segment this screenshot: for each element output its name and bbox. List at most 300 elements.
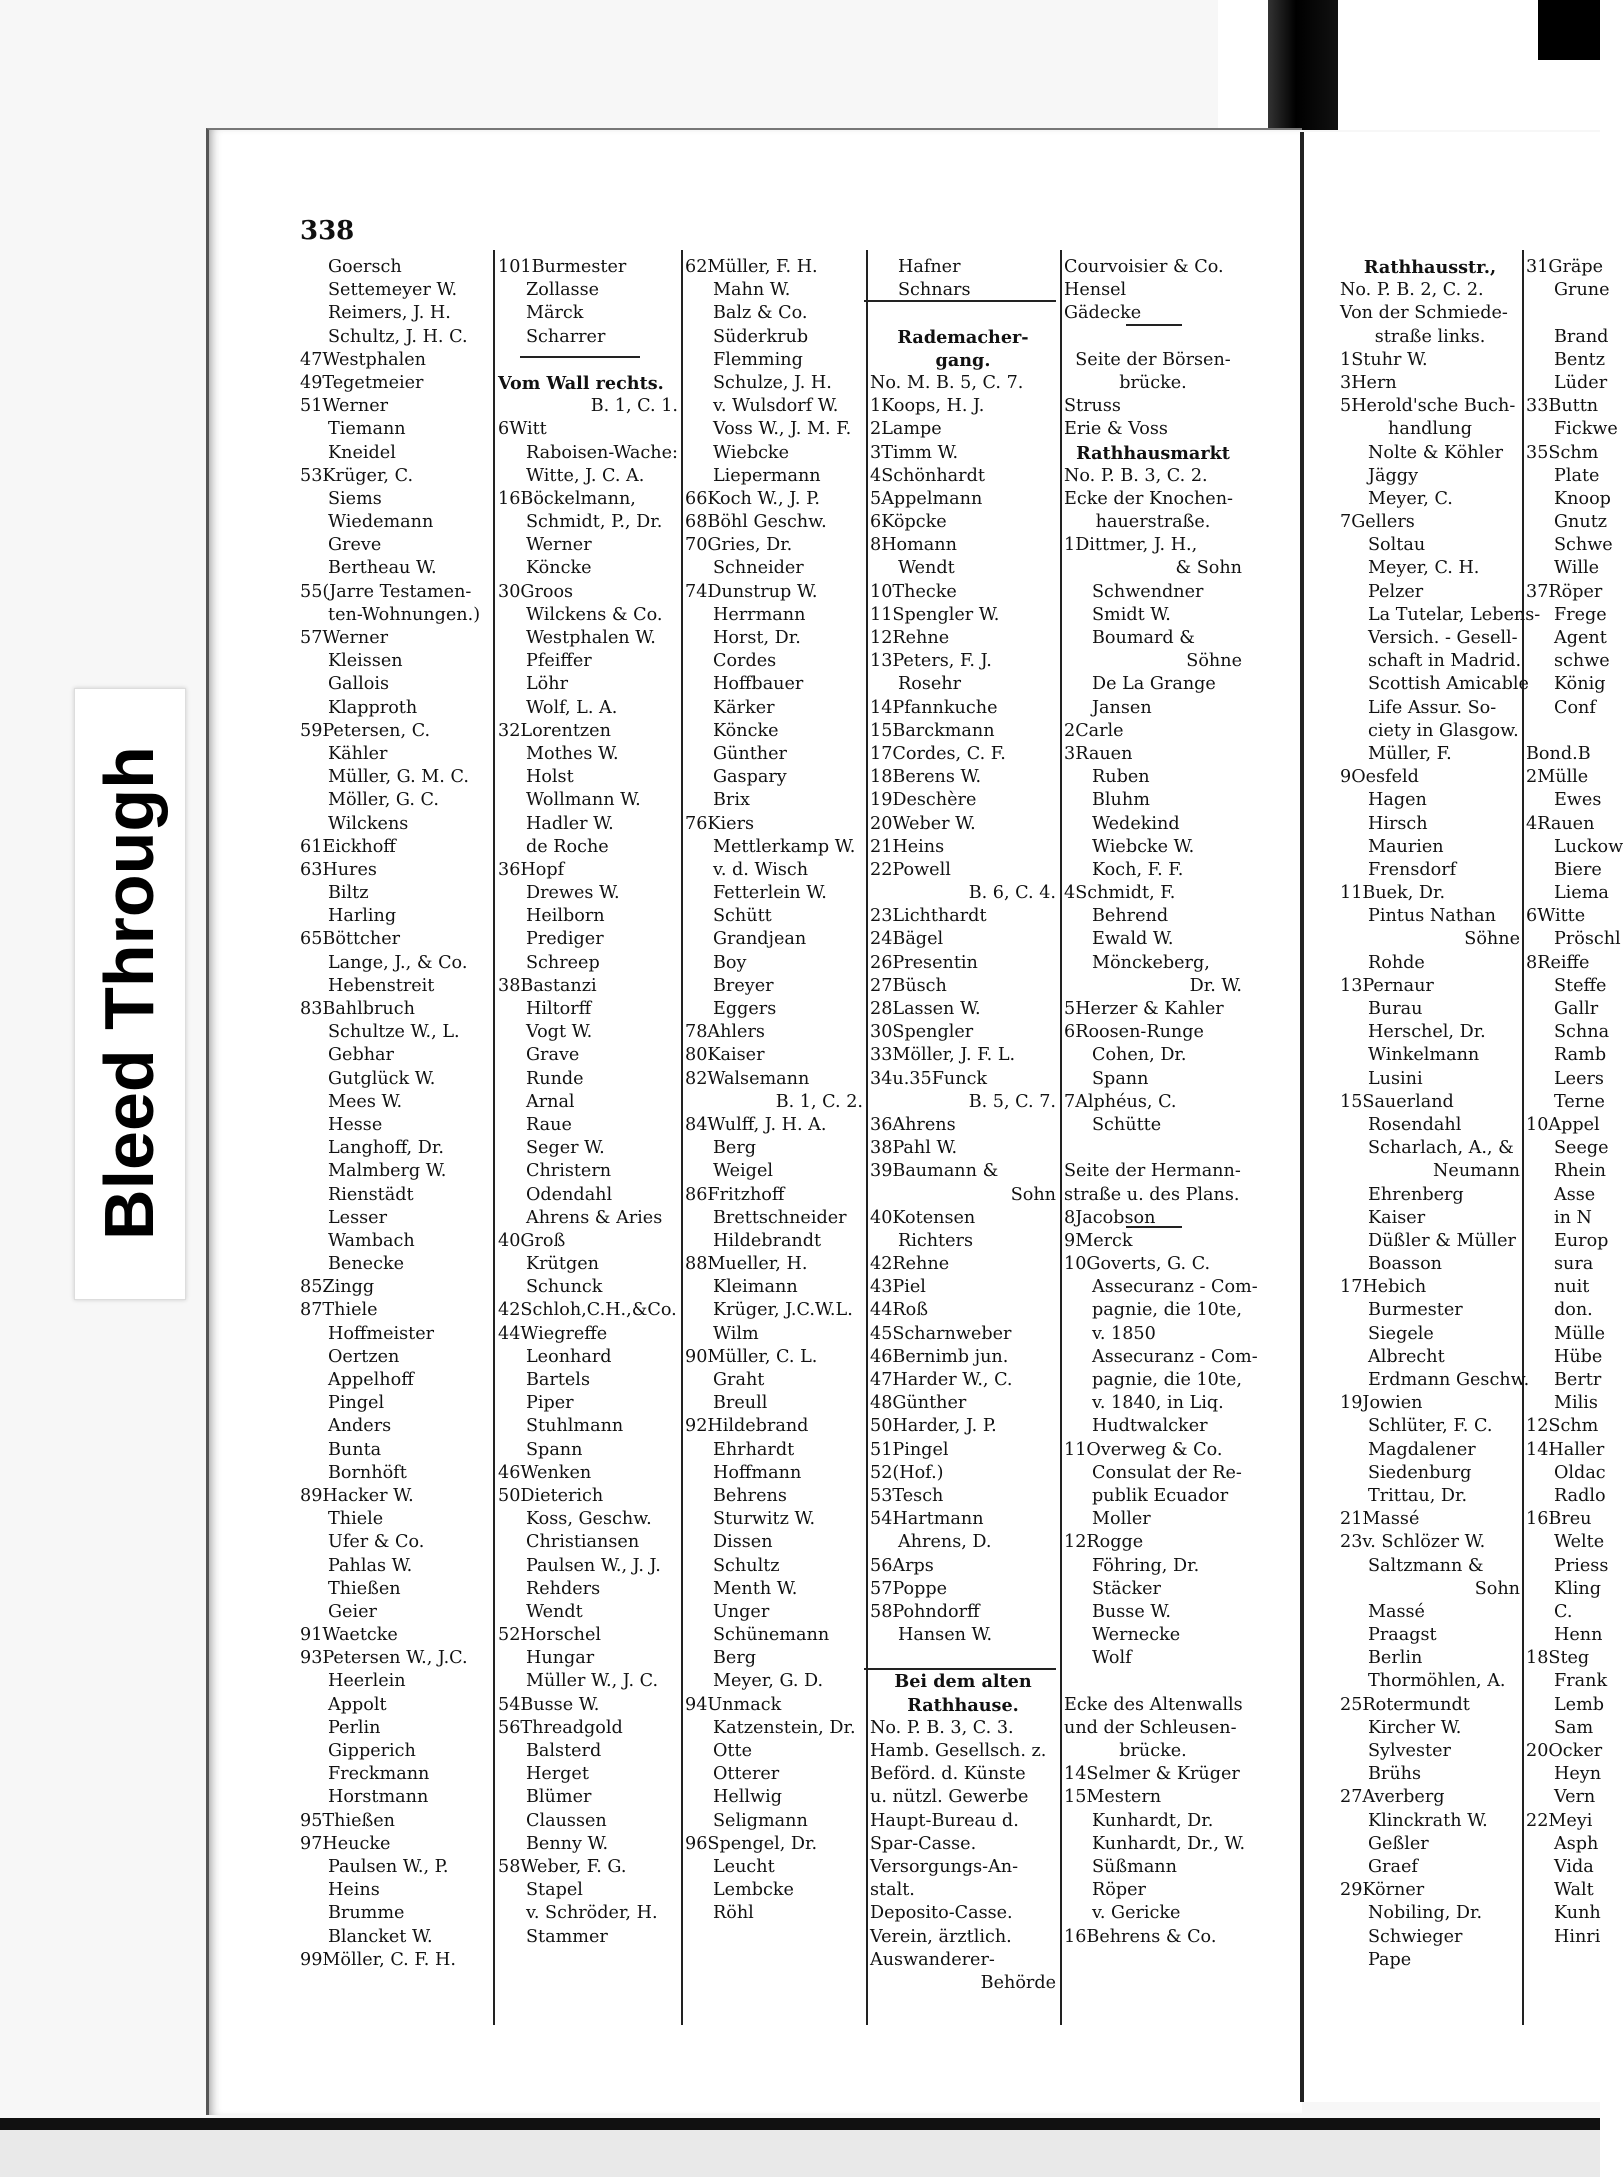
directory-entry: Leucht [713, 1856, 775, 1877]
directory-entry: Ewald W. [1092, 929, 1174, 950]
directory-entry: Heerlein [328, 1671, 406, 1692]
directory-entry: Greve [328, 535, 382, 556]
directory-entry: 49Tegetmeier [300, 372, 424, 393]
directory-entry: Kling [1554, 1578, 1601, 1599]
directory-entry: 1Koops, H. J. [870, 396, 985, 417]
directory-entry: schaft in Madrid. [1368, 651, 1522, 672]
directory-entry: Geßler [1368, 1833, 1429, 1854]
section-heading: Bei dem alten [894, 1671, 1032, 1693]
directory-entry: Schnars [898, 280, 971, 301]
directory-entry: Hoffbauer [713, 674, 804, 695]
directory-entry: Raboisen-Wache: [526, 442, 678, 463]
directory-entry: 23v. Schlözer W. [1340, 1532, 1486, 1553]
directory-entry: 47Harder W., C. [870, 1370, 1013, 1390]
directory-entry: Kähler [328, 743, 388, 764]
directory-entry: Rehders [526, 1578, 601, 1599]
directory-entry: Brühs [1368, 1764, 1422, 1785]
directory-entry: 4Rauen [1526, 813, 1595, 834]
directory-entry: Thießen [328, 1578, 401, 1599]
directory-entry: 20Ocker [1526, 1741, 1603, 1761]
scan-bottom-border [0, 2118, 1600, 2130]
directory-entry: stalt. [870, 1880, 915, 1901]
directory-entry: 6Witt [498, 419, 547, 440]
directory-entry: Drewes W. [526, 883, 620, 904]
directory-entry: Sylvester [1368, 1741, 1451, 1761]
directory-entry: 27Büsch [870, 975, 947, 996]
directory-entry: 2Mülle [1526, 767, 1589, 788]
directory-entry: Meyer, C. [1368, 488, 1453, 509]
book-spine-shadow [1268, 0, 1338, 130]
directory-entry: 95Thießen [300, 1810, 395, 1831]
column-divider [493, 250, 495, 2025]
directory-entry: 16Böckelmann, [498, 488, 636, 509]
directory-entry: schwe [1554, 651, 1610, 672]
directory-entry: Raue [526, 1114, 572, 1135]
directory-entry: Wedekind [1092, 813, 1180, 834]
directory-entry: Kircher W. [1368, 1717, 1462, 1738]
directory-entry: in N [1554, 1207, 1592, 1228]
directory-entry: Stammer [526, 1926, 608, 1947]
directory-entry: Möller, G. C. [328, 790, 439, 811]
directory-entry: Kleimann [713, 1277, 798, 1298]
directory-entry: 3Rauen [1064, 743, 1133, 764]
directory-entry: No. P. B. 3, C. 3. [870, 1717, 1014, 1738]
directory-entry: Europ [1554, 1230, 1609, 1251]
directory-entry: 35Schm [1526, 442, 1599, 463]
directory-column-1 [300, 256, 490, 1972]
directory-entry: Koch, F. F. [1092, 859, 1184, 880]
directory-entry: Courvoisier & Co. [1064, 257, 1224, 277]
directory-entry: Pintus Nathan [1368, 906, 1496, 927]
directory-entry: Bluhm [1092, 790, 1150, 811]
directory-entry: 91Waetcke [300, 1625, 398, 1646]
directory-entry: 12Schm [1526, 1416, 1599, 1437]
directory-entry: Knoop [1554, 488, 1611, 509]
directory-entry: Günther [713, 743, 787, 764]
directory-entry: Kunhardt, Dr., W. [1092, 1833, 1246, 1854]
directory-entry: 61Eickhoff [300, 836, 396, 857]
directory-entry: Heyn [1554, 1764, 1602, 1785]
directory-entry: 58Pohndorff [870, 1601, 980, 1622]
directory-entry: Siedenburg [1368, 1462, 1472, 1483]
directory-entry: Hoffmann [713, 1462, 802, 1483]
directory-entry: 44Roß [870, 1300, 928, 1321]
directory-entry: Grune [1554, 280, 1610, 301]
directory-entry: 76Kiers [685, 813, 755, 834]
directory-column-6 [1340, 256, 1541, 1972]
directory-entry: Hildebrandt [713, 1230, 822, 1251]
directory-entry: 8Jacobson [1064, 1207, 1156, 1228]
directory-entry: Stuhlmann [526, 1416, 624, 1437]
directory-entry: Kunh [1554, 1903, 1601, 1924]
directory-entry: Wolf [1092, 1648, 1132, 1669]
directory-entry: 42Schloh,C.H.,&Co. [498, 1300, 677, 1321]
directory-entry: Müller W., J. C. [526, 1671, 659, 1692]
directory-entry [1526, 720, 1600, 743]
directory-entry: 17Hebich [1340, 1277, 1427, 1298]
directory-entry: Vern [1554, 1787, 1596, 1808]
directory-entry: Hoffmeister [328, 1323, 435, 1344]
directory-entry: 57Poppe [870, 1578, 948, 1599]
directory-entry: Vida [1554, 1856, 1594, 1877]
directory-column-3 [685, 256, 863, 1926]
directory-entry: Cordes [713, 651, 777, 672]
directory-entry: 80Kaiser [685, 1045, 765, 1066]
directory-entry: Schütte [1092, 1114, 1162, 1135]
directory-entry: Klinckrath W. [1368, 1810, 1488, 1831]
directory-entry: 22Powell [870, 859, 951, 880]
directory-entry: Brumme [328, 1903, 405, 1924]
directory-entry: Süderkrub [713, 326, 809, 347]
directory-entry: 44Wiegreffe [498, 1323, 608, 1344]
directory-entry: 101Burmester [498, 257, 627, 277]
section-heading: Rathhause. [907, 1694, 1019, 1716]
directory-entry: Piper [526, 1393, 574, 1414]
directory-entry: Rosendahl [1368, 1114, 1462, 1135]
directory-entry: Söhne [1464, 929, 1520, 950]
directory-entry: Balz & Co. [713, 303, 808, 324]
directory-entry: 37Röper [1526, 581, 1603, 602]
directory-entry: Röhl [713, 1903, 754, 1924]
directory-entry: Rohde [1368, 952, 1425, 973]
directory-entry: Auswanderer- [870, 1949, 995, 1970]
directory-entry: No. M. B. 5, C. 7. [870, 372, 1024, 393]
directory-entry: 40Kotensen [870, 1207, 976, 1228]
directory-entry: 55(Jarre Testamen- [300, 581, 472, 602]
directory-entry: Föhring, Dr. [1092, 1555, 1200, 1576]
directory-entry: Menth W. [713, 1578, 798, 1599]
directory-entry: Hamb. Gesellsch. z. [870, 1741, 1047, 1761]
directory-entry: Schultz, J. H. C. [328, 326, 468, 347]
directory-entry: Hinri [1554, 1926, 1601, 1947]
directory-entry: Biltz [328, 883, 369, 904]
directory-entry: Versich. - Gesell- [1368, 628, 1518, 648]
directory-entry: v. 1850 [1092, 1323, 1156, 1344]
directory-entry: Burmester [1368, 1300, 1463, 1321]
directory-entry: Arnal [526, 1091, 575, 1112]
directory-entry: Blümer [526, 1787, 592, 1808]
directory-entry: 6Köpcke [870, 512, 947, 533]
directory-entry: u. nützl. Gewerbe [870, 1787, 1029, 1808]
directory-entry: Grave [526, 1045, 580, 1066]
directory-entry: Oldac [1554, 1462, 1606, 1483]
directory-entry: 62Müller, F. H. [685, 257, 818, 277]
directory-entry: Bond.B [1526, 743, 1591, 764]
directory-entry: Saltzmann & [1368, 1555, 1484, 1576]
directory-entry: Schultz [713, 1555, 780, 1576]
directory-entry: 24Bägel [870, 929, 944, 950]
directory-entry: sura [1554, 1254, 1594, 1275]
directory-entry: Schunck [526, 1277, 603, 1298]
directory-entry: Witte, J. C. A. [526, 465, 645, 486]
directory-entry: Maurien [1368, 836, 1444, 857]
directory-entry: Priess [1554, 1555, 1609, 1576]
directory-entry: 86Fritzhoff [685, 1184, 785, 1205]
section-heading: Rathhausmarkt [1076, 442, 1230, 464]
directory-entry: B. 1, C. 2. [775, 1091, 863, 1112]
directory-entry: Wilm [713, 1323, 759, 1344]
directory-entry: Zollasse [526, 280, 600, 301]
directory-entry: Spann [1092, 1068, 1149, 1089]
directory-entry: Christern [526, 1161, 612, 1182]
directory-entry: 17Cordes, C. F. [870, 743, 1006, 764]
directory-entry: Gipperich [328, 1741, 416, 1761]
directory-entry: Seite der Hermann- [1064, 1161, 1241, 1182]
directory-entry: 10Goverts, G. C. [1064, 1254, 1211, 1275]
directory-entry: 16Breu [1526, 1509, 1592, 1530]
directory-entry: 7Alphéus, C. [1064, 1091, 1177, 1112]
directory-entry: 50Dieterich [498, 1485, 604, 1506]
section-heading: Vom Wall rechts. [498, 372, 664, 394]
directory-entry: Sohn [1474, 1578, 1520, 1599]
directory-entry: Schultze W., L. [328, 1022, 460, 1043]
directory-entry: Schwendner [1092, 581, 1204, 602]
directory-entry: Gallois [328, 674, 390, 695]
directory-entry: Herrmann [713, 604, 806, 625]
directory-entry: Müller, G. M. C. [328, 767, 469, 788]
directory-entry: Plate [1554, 465, 1600, 486]
directory-entry: Blancket W. [328, 1926, 433, 1947]
directory-entry: Perlin [328, 1717, 381, 1738]
directory-entry: 14Haller [1526, 1439, 1605, 1460]
directory-entry: 97Heucke [300, 1833, 391, 1854]
directory-entry: Neumann [1433, 1161, 1520, 1182]
directory-entry: Stäcker [1092, 1578, 1161, 1599]
directory-entry: Sam [1554, 1717, 1594, 1738]
directory-entry: Heilborn [526, 906, 605, 927]
directory-entry: 5Appelmann [870, 488, 983, 509]
directory-entry: Unger [713, 1601, 770, 1622]
directory-entry: Stapel [526, 1880, 583, 1901]
directory-entry: Liepermann [713, 465, 821, 486]
directory-entry: Struss [1064, 396, 1121, 417]
directory-entry: Voss W., J. M. F. [713, 419, 852, 440]
directory-entry: 53Krüger, C. [300, 465, 414, 486]
directory-entry: Bertr [1554, 1370, 1602, 1390]
directory-entry: 59Petersen, C. [300, 720, 431, 741]
directory-entry: B. 1, C. 1. [590, 396, 678, 417]
directory-entry: Ewes [1554, 790, 1602, 811]
directory-entry: Kaiser [1368, 1207, 1426, 1228]
directory-entry: La Tutelar, Lebens- [1368, 604, 1541, 625]
directory-entry: Kneidel [328, 442, 396, 463]
directory-entry: Frensdorf [1368, 859, 1457, 880]
directory-entry: Wilckens [328, 813, 409, 834]
directory-entry: 7Gellers [1340, 512, 1415, 533]
directory-entry: Pelzer [1368, 581, 1424, 602]
directory-entry: Köncke [713, 720, 779, 741]
directory-entry: Behrens [713, 1485, 787, 1506]
directory-entry: Hebenstreit [328, 975, 435, 996]
directory-entry: Dissen [713, 1532, 773, 1553]
directory-entry: Rienstädt [328, 1184, 414, 1205]
directory-entry: ten-Wohnungen.) [328, 604, 481, 625]
directory-entry: 23Lichthardt [870, 906, 987, 927]
directory-entry: Settemeyer W. [328, 280, 458, 301]
directory-entry: Mahn W. [713, 280, 791, 301]
directory-entry: Albrecht [1368, 1346, 1445, 1367]
directory-entry: 29Körner [1340, 1880, 1425, 1901]
directory-entry: Rosehr [898, 674, 962, 695]
directory-entry: 42Rehne [870, 1254, 950, 1275]
directory-entry: Leers [1554, 1068, 1604, 1089]
directory-entry: Boasson [1368, 1254, 1442, 1275]
directory-entry: 83Bahlbruch [300, 999, 415, 1019]
directory-entry: Ahrens & Aries [526, 1207, 663, 1228]
directory-entry: Schreep [526, 952, 600, 973]
directory-entry: 51Pingel [870, 1439, 949, 1460]
directory-entry: Berlin [1368, 1648, 1423, 1669]
directory-entry: C. [1554, 1601, 1573, 1622]
directory-entry: 47Westphalen [300, 349, 426, 370]
directory-entry: Conf [1554, 697, 1596, 718]
directory-entry: No. P. B. 2, C. 2. [1340, 280, 1484, 301]
directory-column-5 [1064, 256, 1258, 1949]
directory-entry: 15Mestern [1064, 1787, 1162, 1808]
directory-entry: Meyer, G. D. [713, 1671, 824, 1692]
directory-entry: Berg [713, 1138, 757, 1159]
directory-entry: Steffe [1554, 975, 1607, 996]
directory-entry: 78Ahlers [685, 1022, 765, 1043]
directory-entry: Siems [328, 488, 382, 509]
directory-entry: Gebhar [328, 1045, 394, 1066]
bleed-through-label: Bleed Through [90, 746, 168, 1240]
directory-entry: Holst [526, 767, 574, 788]
column-divider [1522, 250, 1524, 2025]
directory-entry: 92Hildebrand [685, 1416, 809, 1437]
directory-entry: Pröschl [1554, 929, 1621, 950]
directory-entry: 4Schönhardt [870, 465, 985, 486]
directory-entry: Runde [526, 1068, 584, 1089]
directory-entry: 38Bastanzi [498, 975, 597, 996]
directory-entry: Düßler & Müller [1368, 1230, 1516, 1251]
directory-entry: Anders [328, 1416, 392, 1437]
directory-entry: 3Timm W. [870, 442, 959, 463]
directory-entry: Odendahl [526, 1184, 613, 1205]
directory-entry: Mettlerkamp W. [713, 836, 856, 857]
directory-entry: Scharrer [526, 326, 606, 347]
directory-entry: Verein, ärztlich. [870, 1926, 1012, 1947]
directory-entry: 3Hern [1340, 372, 1397, 393]
directory-entry: Ahrens, D. [898, 1532, 992, 1553]
directory-entry: Flemming [713, 349, 803, 370]
directory-entry [870, 1647, 1056, 1670]
directory-entry: Malmberg W. [328, 1161, 447, 1182]
directory-entry: 27Averberg [1340, 1787, 1445, 1808]
column-divider [681, 250, 683, 2025]
directory-entry [1064, 1137, 1242, 1160]
directory-entry: 2Carle [1064, 720, 1124, 741]
column-divider [866, 250, 868, 2025]
directory-entry: 14Selmer & Krüger [1064, 1764, 1240, 1785]
directory-entry: Burau [1368, 999, 1423, 1019]
directory-entry: Hesse [328, 1114, 383, 1135]
directory-entry: 15Barckmann [870, 720, 995, 741]
directory-entry: Smidt W. [1092, 604, 1171, 625]
directory-entry: Brix [713, 790, 750, 811]
directory-entry: 94Unmack [685, 1694, 782, 1715]
directory-entry: Cohen, Dr. [1092, 1045, 1187, 1066]
directory-entry: Wiebcke W. [1092, 836, 1195, 857]
directory-entry: Hadler W. [526, 813, 614, 834]
directory-entry: Milis [1554, 1393, 1598, 1414]
section-heading: gang. [935, 349, 991, 371]
directory-entry: Breull [713, 1393, 768, 1414]
directory-entry: Von der Schmiede- [1340, 303, 1508, 324]
directory-entry: 12Rehne [870, 628, 950, 648]
directory-entry: Hensel [1064, 280, 1127, 301]
directory-entry: Otte [713, 1741, 752, 1761]
directory-entry: Ufer & Co. [328, 1532, 425, 1553]
directory-entry: Brand [1554, 326, 1609, 347]
directory-entry: 36Hopf [498, 859, 565, 880]
directory-entry: Tiemann [328, 419, 406, 440]
directory-entry: 14Pfannkuche [870, 697, 998, 718]
directory-entry: Sturwitz W. [713, 1509, 816, 1530]
page-number: 338 [300, 216, 355, 246]
directory-entry: Seligmann [713, 1810, 808, 1831]
directory-entry: 10Thecke [870, 581, 957, 602]
directory-entry: 11Buek, Dr. [1340, 883, 1446, 904]
directory-entry: Life Assur. So- [1368, 697, 1497, 718]
directory-entry: Erdmann Geschw. [1368, 1370, 1530, 1390]
directory-entry: v. d. Wisch [713, 859, 809, 880]
directory-entry: 33Buttn [1526, 396, 1599, 417]
directory-entry: Werner [526, 535, 592, 556]
directory-entry: Bunta [328, 1439, 382, 1460]
directory-entry: 96Spengel, Dr. [685, 1833, 818, 1854]
directory-entry: Lembcke [713, 1880, 794, 1901]
directory-entry: 11Spengler W. [870, 604, 1000, 625]
directory-entry: No. P. B. 3, C. 2. [1064, 465, 1208, 486]
directory-entry: Massé [1368, 1601, 1425, 1622]
directory-entry: 54Busse W. [498, 1694, 600, 1715]
directory-entry: Appelhoff [328, 1370, 414, 1390]
directory-entry: 13Peters, F. J. [870, 651, 992, 672]
directory-entry: 32Lorentzen [498, 720, 611, 741]
directory-entry: hauerstraße. [1095, 512, 1211, 533]
directory-entry: Asph [1554, 1833, 1599, 1854]
directory-entry: Röper [1092, 1880, 1146, 1901]
directory-entry: 54Hartmann [870, 1509, 984, 1530]
directory-entry: Assecuranz - Com- [1092, 1346, 1258, 1367]
directory-entry: Berg [713, 1648, 757, 1669]
directory-entry: 4Schmidt, F. [1064, 883, 1176, 904]
directory-entry: Schwieger [1368, 1926, 1463, 1947]
directory-column-4 [870, 256, 1056, 1995]
directory-entry: 5Herold'sche Buch- [1340, 396, 1516, 417]
directory-entry: 18Steg [1526, 1648, 1590, 1669]
directory-entry: Winkelmann [1368, 1045, 1480, 1066]
directory-entry: Wendt [526, 1601, 583, 1622]
directory-entry: Lange, J., & Co. [328, 952, 468, 973]
directory-entry: Benny W. [526, 1833, 609, 1854]
directory-entry: Liema [1554, 883, 1609, 904]
directory-entry: Grandjean [713, 929, 807, 950]
directory-entry: v. 1840, in Liq. [1092, 1393, 1224, 1414]
directory-entry: Thiele [328, 1509, 384, 1530]
directory-entry: 15Sauerland [1340, 1091, 1454, 1112]
directory-entry: Spar-Casse. [870, 1833, 977, 1854]
directory-entry: Märck [526, 303, 584, 324]
directory-entry: 51Werner [300, 396, 389, 417]
directory-entry: Schütt [713, 906, 772, 927]
directory-entry: Magdalener [1368, 1439, 1476, 1460]
directory-entry: Schlüter, F. C. [1368, 1416, 1493, 1437]
directory-entry: Krütgen [526, 1254, 599, 1275]
directory-entry [870, 302, 1056, 325]
directory-entry: Nobiling, Dr. [1368, 1903, 1483, 1924]
